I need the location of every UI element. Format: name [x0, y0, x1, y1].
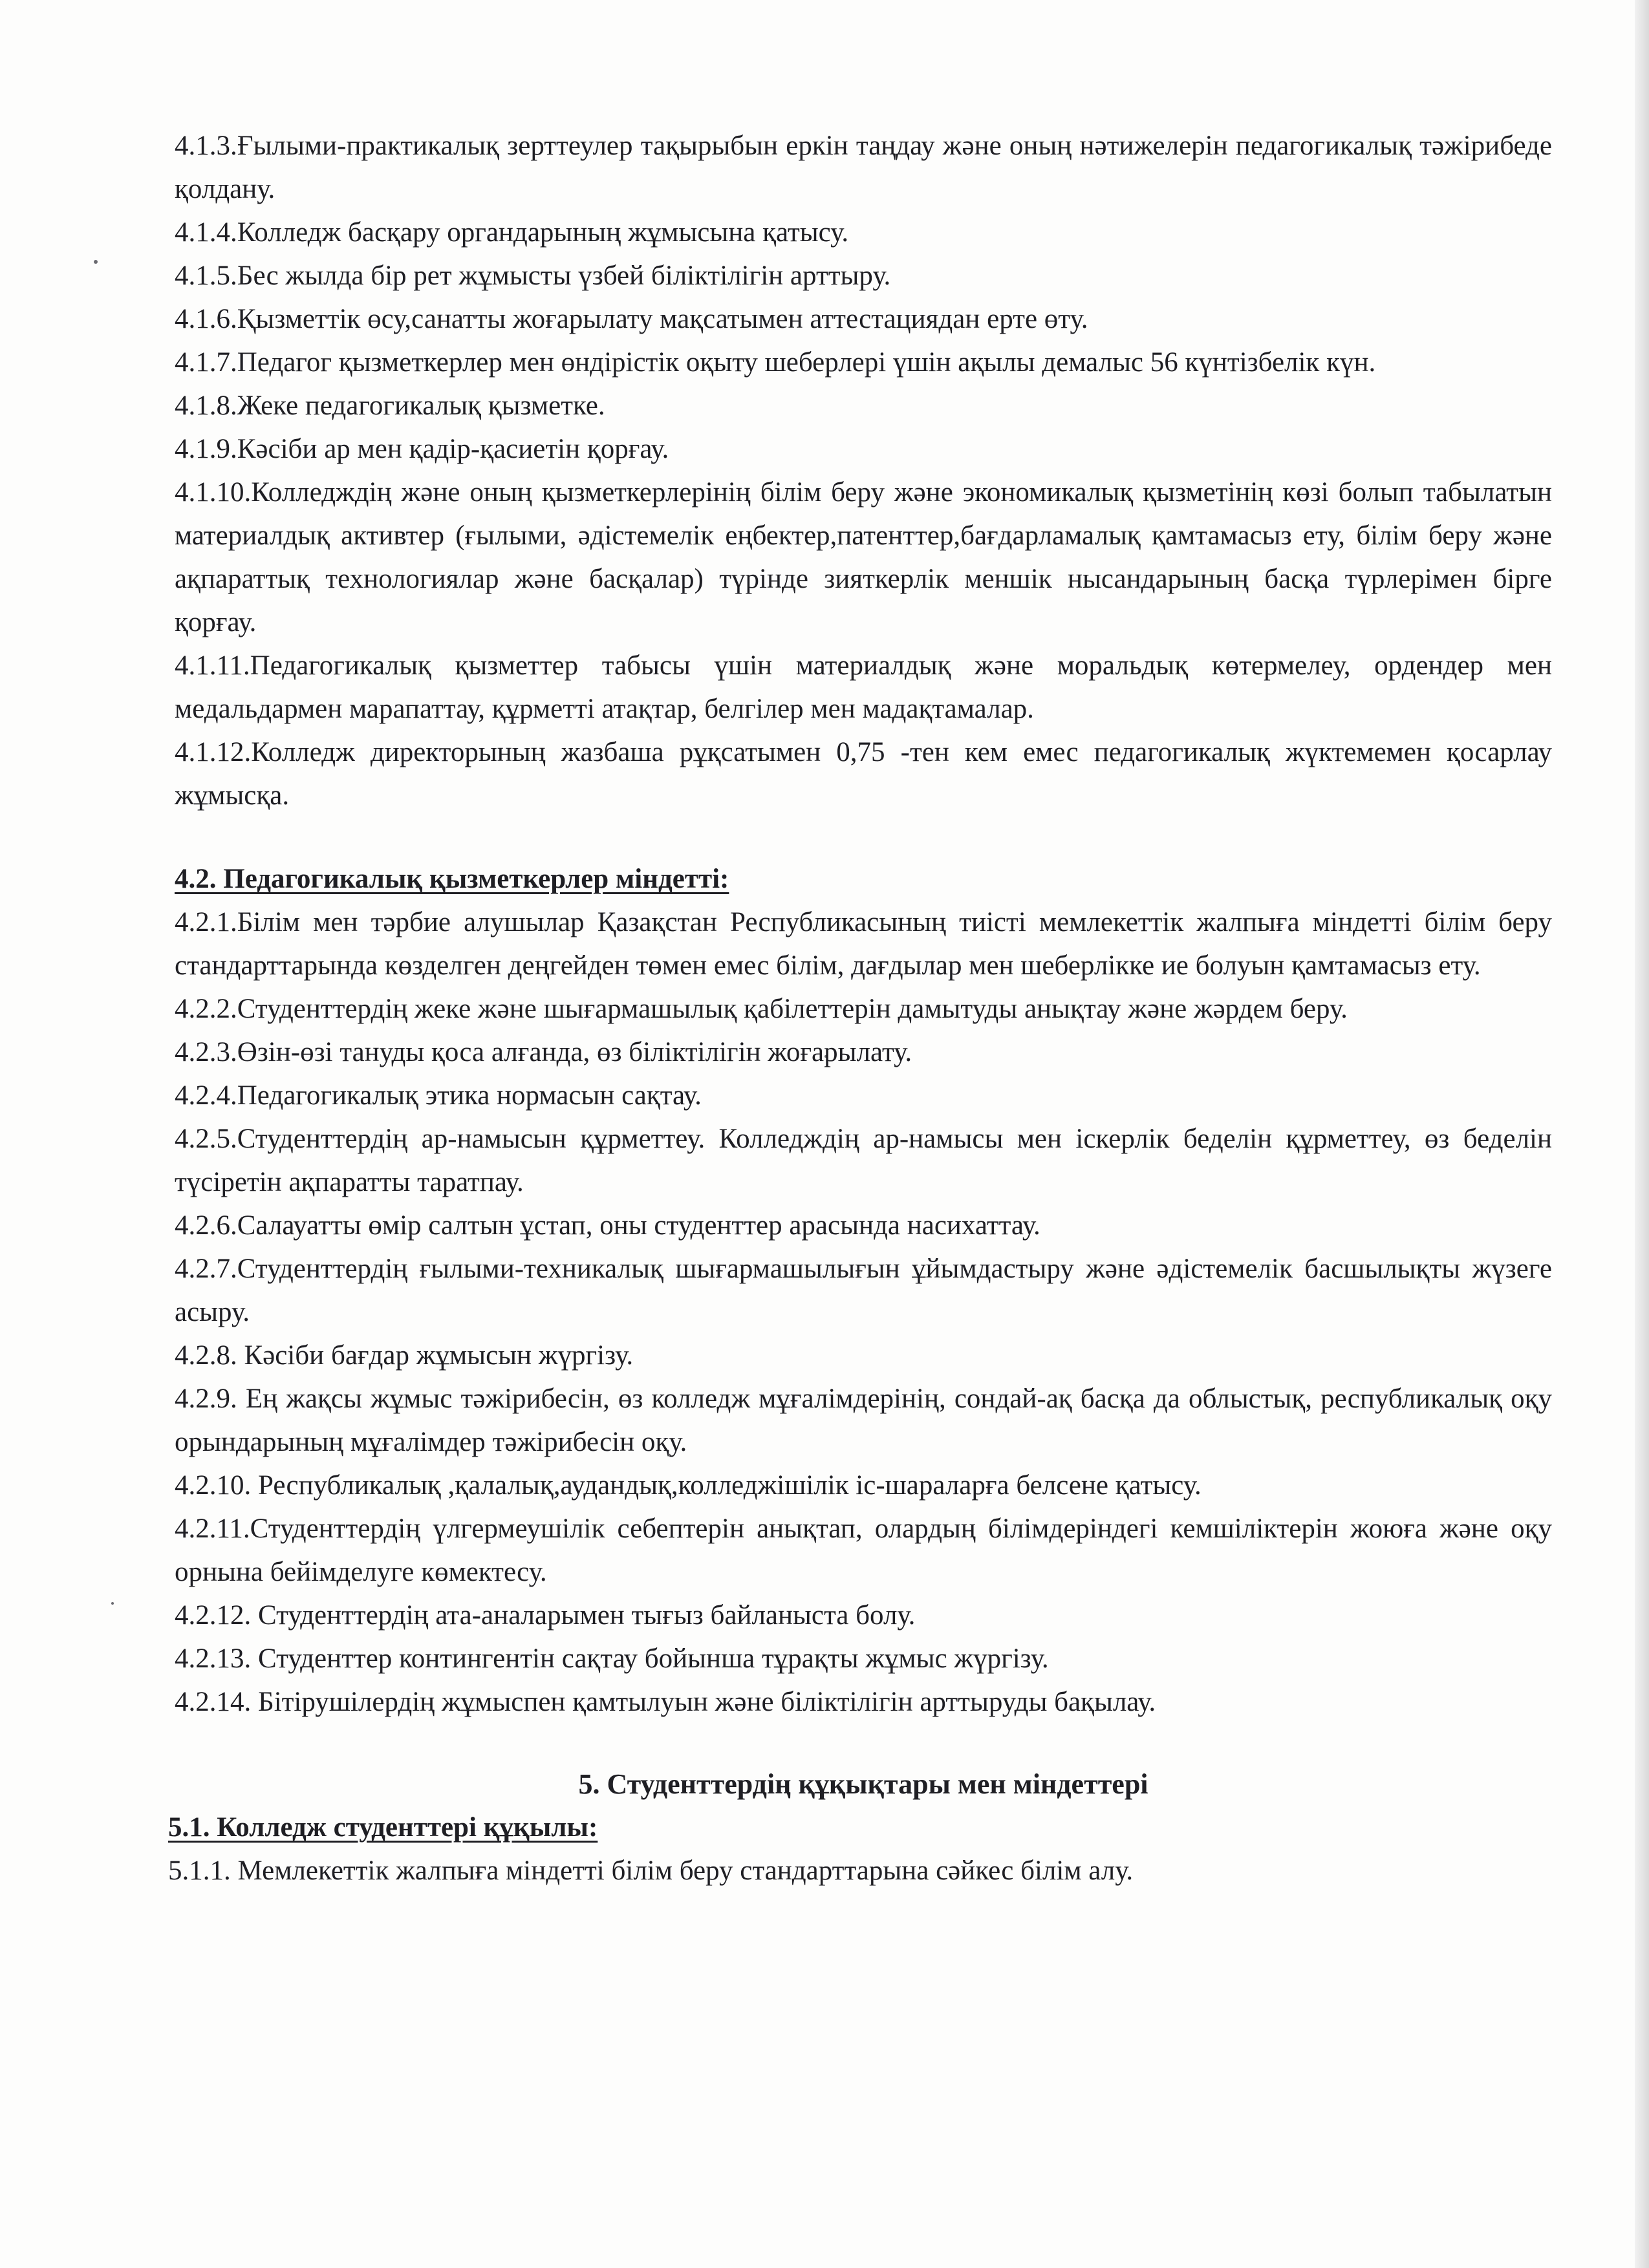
list-item: 4.1.3.Ғылыми-практикалық зерттеулер тақырыбын еркін таңдау және оның нәтижелерін педагогикалық тәжірибеде қолдану.: [175, 131, 1552, 204]
section-4-2-list: [175, 901, 1552, 1724]
list-item: 4.2.2.Студенттердің жеке және шығармашылық қабілеттерін дамытуды анықтау және жәрдем беру.: [175, 994, 1348, 1024]
list-item: 4.2.9. Ең жақсы жұмыс тәжірибесін, өз колледж мұғалімдерінің, сондай-ақ басқа да облыстық, республикалық оқу орындарының мұғалімдер тәжірибесін оқу.: [175, 1384, 1552, 1457]
list-item: 4.1.4.Колледж басқару органдарының жұмысына қатысу.: [175, 217, 849, 248]
list-item: 4.1.8.Жеке педагогикалық қызметке.: [175, 390, 605, 421]
list-item: 4.2.10. Республикалық ,қалалық,аудандық,колледжішілік іс-шараларға белсене қатысу.: [175, 1470, 1202, 1501]
list-item: 4.1.5.Бес жылда бір рет жұмысты үзбей біліктілігін арттыру.: [175, 261, 891, 291]
list-item: 4.1.9.Кәсіби ар мен қадір-қасиетін қорғау.: [175, 434, 669, 464]
list-item: 4.2.4.Педагогикалық этика нормасын сақтау.: [175, 1080, 702, 1111]
list-item: 5.1.1. Мемлекеттік жалпыға міндетті білім беру стандарттарына сәйкес білім алу.: [168, 1856, 1134, 1886]
list-item: 4.2.13. Студенттер контингентін сақтау бойынша тұрақты жұмыс жүргізу.: [175, 1643, 1049, 1674]
list-item: 4.2.8. Кәсіби бағдар жұмысын жүргізу.: [175, 1340, 634, 1371]
section-4-1-list: [175, 124, 1552, 817]
spacer: [175, 1724, 1552, 1762]
list-item: 4.2.14. Бітірушілердің жұмыспен қамтылуын және біліктілігін арттыруды бақылау.: [175, 1687, 1156, 1717]
list-item: 4.2.7.Студенттердің ғылыми-техникалық шығармашылығын ұйымдастыру және әдістемелік басшылықты жүзеге асыру.: [175, 1254, 1552, 1327]
section-subheading: 5.1. Колледж студенттері құқылы:: [168, 1812, 598, 1843]
document-body: [168, 124, 1552, 1892]
list-item: 4.1.7.Педагог қызметкерлер мен өндірістік оқыту шеберлері үшін ақылы демалыс 56 күнтізбелік күн.: [175, 347, 1376, 378]
scan-speck: [111, 1602, 114, 1605]
list-item: 4.2.6.Салауатты өмір салтын ұстап, оны студенттер арасында насихаттау.: [175, 1210, 1040, 1241]
list-item: 4.1.11.Педагогикалық қызметтер табысы үшін материалдық және моральдық көтермелеу, ордендер мен медальдармен марапаттау, құрметті атақтар, белгілер мен мадақтамалар.: [175, 650, 1552, 724]
spacer: [175, 817, 1552, 857]
list-item: 4.1.6.Қызметтік өсу,санатты жоғарылату мақсатымен аттестациядан ерте өту.: [175, 304, 1088, 334]
list-item: 4.2.3.Өзін-өзі тануды қоса алғанда, өз біліктілігін жоғарылату.: [175, 1037, 912, 1067]
list-item: 4.2.5.Студенттердің ар-намысын құрметтеу. Колледждің ар-намысы мен іскерлік беделін құрметтеу, өз беделін түсіретін ақпаратты таратпау.: [175, 1124, 1552, 1197]
list-item: 4.2.11.Студенттердің үлгермеушілік себептерін анықтап, олардың білімдеріндегі кемшіліктерін жоюға және оқу орнына бейімделуге көмектесу.: [175, 1514, 1552, 1587]
section-heading: 4.2. Педагогикалық қызметкерлер міндетті:: [175, 864, 729, 894]
list-item: 4.2.1.Білім мен тәрбие алушылар Қазақстан Республикасының тиісті мемлекеттік жалпыға міндетті білім беру стандарттарында көзделген деңгейден төмен емес білім, дағдылар мен шеберлікке ие болуын қамтамасыз ету.: [175, 907, 1552, 981]
list-item: 4.2.12. Студенттердің ата-аналарымен тығыз байланыста болу.: [175, 1600, 916, 1631]
list-item: 4.1.12.Колледж директорының жазбаша рұқсатымен 0,75 -тен кем емес педагогикалық жүктемемен қосарлау жұмысқа.: [175, 737, 1552, 811]
page-edge-shadow: [1635, 0, 1649, 2268]
section-title: 5. Студенттердің құқықтары мен міндеттері: [578, 1768, 1148, 1800]
list-item: 4.1.10.Колледждің және оның қызметкерлерінің білім беру және экономикалық қызметінің көзі болып табылатын материалдық активтер (ғылыми, әдістемелік еңбектер,патенттер,бағдарламалық қамтамасыз ету, білім беру және ақпараттық технологиялар және басқалар) түрінде зияткерлік меншік нысандарының басқа түрлерімен бірге қорғау.: [175, 477, 1552, 637]
scan-speck: [94, 260, 98, 264]
